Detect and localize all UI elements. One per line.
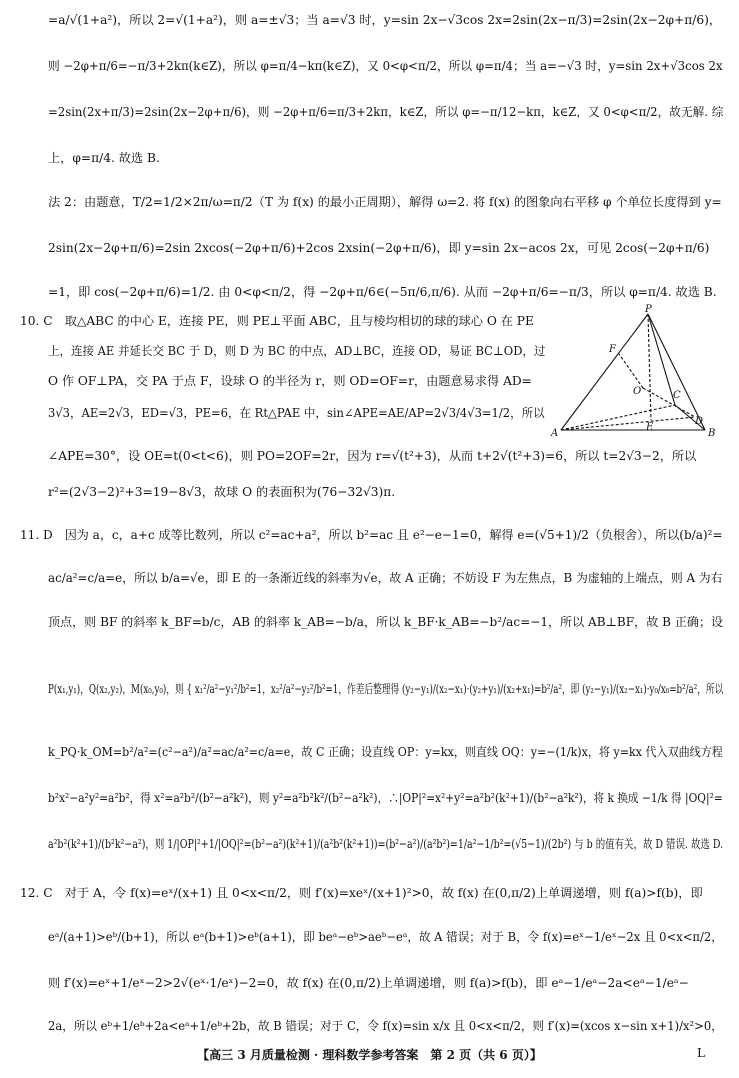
text-line: k_PQ·k_OM=b²/a²=(c²−a²)/a²=ac/a²=c/a=e，故 C 正确；设直线 OP：y=kx，则直线 OQ：y=−(1/k)x，将 y=kx 代入双曲线方程 (48, 745, 723, 759)
text-line: b²x²−a²y²=a²b²，得 x²=a²b²/(b²−a²k²)，则 y²=a²b²k²/(b²−a²k²)，∴|OP|²=x²+y²=a²b²(k²+1)/(b²−a²k²)，将 k 换成 −1/k 得 |OQ|²= (48, 791, 723, 805)
label-f: F (609, 344, 616, 355)
text-line: 上，φ=π/4. 故选 B. (48, 151, 160, 165)
label-p: P (645, 304, 652, 315)
answer-10-line: 10. C 取△ABC 的中心 E，连接 PE，则 PE⊥平面 ABC，且与棱均相切的球的球心 O 在 PE (20, 314, 534, 328)
label-a: A (551, 428, 559, 439)
text-line: ac/a²=c/a=e，所以 b/a=√e，即 E 的一条渐近线的斜率为√e，故 A 正确；不妨设 F 为左焦点，B 为虚轴的上端点，则 A 为右 (48, 571, 723, 585)
text-line: =2sin(2x+π/3)=2sin(2x−2φ+π/6)，则 −2φ+π/6=π/3+2kπ，k∈Z，所以 φ=−π/12−kπ，k∈Z，又 0<φ<π/2，故无解. 综 (48, 105, 724, 119)
text-line: 则 −2φ+π/6=−π/3+2kπ(k∈Z)，所以 φ=π/4−kπ(k∈Z)，又 0<φ<π/2，所以 φ=π/4；当 a=−√3 时，y=sin 2x+√3cos 2x (48, 59, 723, 73)
answer-12-line: 12. C 对于 A，令 f(x)=eˣ/(x+1) 且 0<x<π/2，则 f′(x)=xeˣ/(x+1)²>0，故 f(x) 在(0,π/2)上单调递增，则 f(a)>f(b)，即 (20, 886, 703, 900)
label-b: B (708, 428, 716, 439)
answer-11-line: 11. D 因为 a，c，a+c 成等比数列，所以 c²=ac+a²，所以 b²=ac 且 e²−e−1=0，解得 e=(√5+1)/2（负根舍），所以(b/a)²= (20, 528, 723, 542)
text-line: 3√3，AE=2√3，ED=√3，PE=6，在 Rt△PAE 中，sin∠APE=AE/AP=2√3/4√3=1/2，所以 (48, 406, 545, 420)
text-line: 2a，所以 eᵇ+1/eᵇ+2a<eᵃ+1/eᵇ+2b，故 B 错误；对于 C，令 f(x)=sin x/x 且 0<x<π/2，则 f′(x)=(xcos x−sin x+1)/x²>0， (48, 1019, 723, 1033)
text-line: r²=(2√3−2)²+3=19−8√3，故球 O 的表面积为(76−32√3)π. (48, 485, 396, 499)
text-line: P(x₁,y₁)，Q(x₂,y₂)，M(x₀,y₀)，则 { x₁²/a²−y₁²/b²=1，x₂²/a²−y₂²/b²=1，作差后整理得 (y₂−y₁)/(x₂−x₁)·(y₂+y₁)/(x₂+x₁)=b²/a²，即 (y₂−y₁)/(x₂−x₁)·y₀/x₀=b²/a²，所以 (48, 682, 724, 696)
footer-mark: L (697, 1046, 705, 1060)
text-line: O 作 OF⊥PA，交 PA 于点 F，设球 O 的半径为 r，则 OD=OF=r，由题意易求得 AD= (48, 374, 532, 388)
text-line: =1，即 cos(−2φ+π/6)=1/2. 由 0<φ<π/2，得 −2φ+π/6∈(−5π/6,π/6). 从而 −2φ+π/6=−π/3，所以 φ=π/4. 故选 B. (48, 285, 717, 299)
text-line: 法 2：由题意，T/2=1/2×2π/ω=π/2（T 为 f(x) 的最小正周期），解得 ω=2. 将 f(x) 的图象向右平移 φ 个单位长度得到 y= (48, 195, 722, 209)
text-line: a²b²(k²+1)/(b²k²−a²)，则 1/|OP|²+1/|OQ|²=(b²−a²)(k²+1)/(a²b²(k²+1))=(b²−a²)/(a²b²)=1/a²−1/b²=(√5−1)/(2b²) 与 b 的值有关，故 D 错误. 故选 D. (48, 837, 724, 851)
label-c: C (673, 390, 681, 401)
footer-text: 【高三 3 月质量检测 · 理科数学参考答案 第 2 页（共 6 页）】 (197, 1048, 542, 1062)
text-line: 2sin(2x−2φ+π/6)=2sin 2xcos(−2φ+π/6)+2cos 2xsin(−2φ+π/6)，即 y=sin 2x−acos 2x，可见 2cos(−2φ+π/6) (48, 241, 710, 255)
tetrahedron-figure (545, 302, 725, 442)
label-d: D (695, 416, 704, 427)
text-line: eᵃ/(a+1)>eᵇ/(b+1)，所以 eᵃ(b+1)>eᵇ(a+1)，即 beᵃ−eᵇ>aeᵇ−eᵃ，故 A 错误；对于 B，令 f(x)=eˣ−1/eˣ−2x 且 0<x<π/2， (48, 930, 723, 944)
page-footer (0, 1046, 739, 1063)
label-o: O (633, 386, 642, 397)
text-line: 顶点，则 BF 的斜率 k_BF=b/c，AB 的斜率 k_AB=−b/a，所以 k_BF·k_AB=−b²/ac=−1，所以 AB⊥BF，故 B 正确；设 (48, 615, 724, 629)
text-line: =a/√(1+a²)，所以 2=√(1+a²)，则 a=±√3；当 a=√3 时，y=sin 2x−√3cos 2x=2sin(2x−π/3)=2sin(2x−2φ+π/6)， (48, 13, 722, 27)
text-line: ∠APE=30°，设 OE=t(0<t<6)，则 PO=2OF=2r，因为 r=√(t²+3)，从而 t+2√(t²+3)=6，所以 t=2√3−2，所以 (48, 449, 697, 463)
text-line: 上，连接 AE 并延长交 BC 于 D，则 D 为 BC 的中点，AD⊥BC，连接 OD，易证 BC⊥OD，过 (48, 344, 546, 358)
text-line: 则 f′(x)=eˣ+1/eˣ−2>2√(eˣ·1/eˣ)−2=0，故 f(x) 在(0,π/2)上单调递增，则 f(a)>f(b)，即 eᵃ−1/eᵃ−2a<eᵃ−1/eᵃ− (48, 976, 689, 990)
label-e: E (646, 422, 654, 433)
